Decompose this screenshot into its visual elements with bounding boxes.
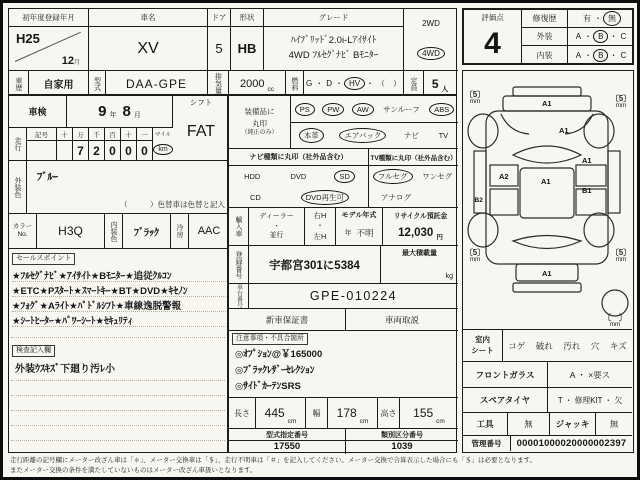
interior-a: A [575, 50, 582, 60]
int-color-label: 内装色 [105, 214, 123, 249]
damage-right-front: A1 [582, 156, 592, 165]
mileage-col: 万 [73, 128, 89, 141]
sep: ・ [273, 222, 280, 230]
type-designation-cell [229, 429, 346, 454]
mileage-digit: 0 [121, 141, 137, 161]
nav-dvd-play: DVD再生可 [301, 190, 349, 205]
repair-label: 修復歴 [522, 10, 568, 28]
nav-cd: CD [249, 193, 261, 202]
ext-color-value: ﾌﾞﾙｰ [37, 171, 58, 183]
recycle-cell [383, 208, 458, 246]
exterior-options [568, 28, 634, 46]
width-value: 178 cm [328, 398, 378, 429]
fuel-label: 燃料 [286, 71, 304, 96]
nav-sd: SD [334, 170, 354, 183]
capacity-label: 定員 [404, 71, 424, 96]
handle-left: 左H [313, 231, 327, 241]
glass-label: フロントガラス [463, 361, 548, 387]
displacement-value: 2000 cc [229, 71, 286, 96]
damage-hood: A1 [559, 126, 569, 135]
drive-2wd: 2WD [422, 18, 440, 28]
model-code-value: DAA-GPE [106, 71, 208, 96]
ruled-line [11, 440, 225, 441]
repair-yes: 有 [583, 14, 591, 23]
grade-cell [264, 27, 404, 71]
color-no-label-2: No. [17, 231, 28, 238]
ext-color-cell [27, 161, 229, 214]
model-year-label: モデル年式 [341, 212, 377, 219]
color-no-label-1: カラー [12, 222, 33, 230]
ac-value: AAC [189, 214, 229, 249]
glass-value: A ・ ×要ス [548, 361, 632, 387]
type-designation-no: 17550 [273, 441, 301, 452]
recycle-label: リサイクル預託金 [393, 212, 448, 220]
tv-oneseg: ワンセグ [422, 172, 453, 181]
height-label: 高さ [378, 398, 400, 429]
equip-sunroof: サンルーフ [383, 104, 420, 114]
import-parallel: 並行 [269, 232, 284, 240]
fuel-sep: ・ [366, 79, 374, 88]
door-cell: 5 [208, 27, 231, 71]
equipment-row2 [291, 123, 458, 149]
mileage-col: 百 [105, 128, 121, 141]
seat-option: 穴 [590, 340, 600, 351]
interior-label: 内装 [522, 46, 568, 64]
exterior-b: B [593, 30, 608, 43]
damage-left-front-door: A2 [499, 172, 509, 181]
color-no-label [9, 214, 37, 249]
left-column [8, 95, 228, 453]
interior-c: C [620, 50, 627, 60]
damage-rear-bumper: A1 [542, 269, 552, 278]
km-label: km [153, 144, 172, 155]
tread-front-left: 〔5〕 mm [464, 90, 486, 106]
sales-line: ★ｼｰﾄﾋｰﾀｰ★ﾊﾟﾜｰｼｰﾄ★ｾｷｭﾘﾃｨ [12, 313, 226, 327]
mileage-digit [57, 141, 73, 161]
height-value: 155 cm [400, 398, 458, 429]
handle-right: 右H [313, 211, 327, 221]
equip-ps: PS [295, 103, 315, 116]
import-dealer-cell [249, 208, 305, 246]
drive-type-cell [404, 9, 458, 71]
seat-label [463, 329, 503, 361]
meter-notes [10, 456, 634, 476]
shaken-month: 8 [122, 103, 131, 120]
equip-aw: AW [352, 103, 374, 116]
evaluation-box [462, 8, 634, 65]
history-label: 車歴 [9, 71, 29, 96]
meter-note-line1: 走行距離の記号欄にメーター改ざん車は「＊」、メーター交換車は「＄」、走行不明車は「＃」を記入してください。メーター交換で合算表示した場合にも「＄」は必要となります。 [10, 457, 536, 464]
first-reg-year: H25 [16, 31, 40, 46]
model-year-value: 年 不明 [344, 228, 374, 238]
reg-no-label: 登録番号 [229, 246, 249, 284]
sep: ・ [594, 14, 602, 23]
equip-navi: ナビ [403, 131, 419, 140]
sales-line: ★ETC★Pｽﾀｰﾄ★ｽﾏｰﾄｷｰ★BT★DVD★ｷｾﾉﾝ [12, 283, 226, 297]
month-suffix: 月 [133, 111, 141, 119]
width-label: 幅 [306, 398, 328, 429]
capacity-value: 5 人 [431, 76, 449, 93]
year-suffix: 年 [109, 111, 117, 119]
class-no: 1039 [391, 441, 413, 452]
fuel-options [304, 71, 404, 96]
mileage-label: 走行 [9, 128, 27, 161]
type-designation-label: 型式指定番号 [229, 429, 345, 441]
mileage-unit-cell [153, 128, 173, 161]
tool-value: 無 [508, 412, 550, 435]
grade-line2: 4WD ﾌﾙｾｸﾞﾅﾋﾞ Bﾓﾆﾀｰ [288, 49, 379, 61]
mileage-digit: 7 [73, 141, 89, 161]
score-cell [464, 10, 522, 64]
shaken-value [67, 96, 173, 128]
spare-tire-label: スペアタイヤ [463, 387, 548, 412]
mileage-digit: 0 [137, 141, 153, 161]
equipment-row1 [291, 96, 458, 123]
right-panel [462, 70, 634, 453]
inspector-note: 外装ｳｽｷｽﾞ下廻り汚ﾚ小 [15, 364, 115, 375]
equip-leather: 本革 [299, 128, 324, 143]
nav-type-header: ナビ種類に丸印（社外品含む） [229, 149, 369, 166]
class-cell [346, 429, 458, 454]
shift-value: FAT [186, 123, 216, 140]
note-line: ◎ｻｲﾄﾞｶｰﾃﾝSRS [235, 381, 301, 392]
mile-label: マイル [154, 132, 172, 138]
seat-option: キズ [609, 340, 627, 351]
fuel-option-d: D [326, 79, 333, 88]
mgmt-no-value: 00001000020000002397 [511, 435, 632, 451]
note-line: ◎ｵﾌﾟｼｮﾝ@￥165000 [235, 349, 323, 360]
tv-fullseg: フルセグ [373, 169, 413, 184]
score-value: 4 [484, 27, 501, 60]
first-reg-month: 12月 [61, 55, 80, 67]
ac-label: 冷房 [171, 214, 189, 249]
top-table [8, 8, 457, 95]
mileage-digit [27, 141, 57, 161]
chassis-label: 車台番号 [229, 284, 249, 309]
ruled-line [11, 425, 225, 426]
history-value: 自家用 [29, 71, 89, 96]
interior-b: B [593, 49, 608, 62]
recycle-value: 12,030 円 [398, 226, 443, 241]
sep: ・ [609, 50, 618, 60]
handle-cell [305, 208, 336, 246]
shift-label: シフト [189, 98, 213, 107]
inspector-notes-header: 検査記入欄 [12, 345, 55, 357]
mileage-col: 十 [57, 128, 73, 141]
model-year-cell [336, 208, 383, 246]
grade-line1: ﾊｲﾌﾞﾘｯﾄﾞ2.0i-Lｱｲｻｲﾄ [290, 35, 377, 47]
int-color-value: ﾌﾞﾗｯｸ [123, 214, 171, 249]
nav-dvd: DVD [290, 172, 307, 181]
mileage-col: 一 [137, 128, 153, 141]
equip-tv: TV [438, 131, 449, 140]
jack-label: ジャッキ [550, 412, 596, 435]
exterior-c: C [620, 32, 627, 41]
nav-options [229, 166, 369, 208]
first-registration-header: 初年度登録年月 [9, 9, 89, 27]
equip-label-2: 丸印 [252, 118, 267, 128]
ruled-line [11, 337, 225, 338]
drive-4wd: 4WD [417, 47, 445, 60]
nav-hdd: HDD [244, 172, 261, 181]
manual-cell: 車両取説 [346, 309, 458, 331]
tread-front-right: 〔5〕 mm [610, 94, 632, 110]
sep: ・ [316, 221, 324, 231]
displacement-label: 排気量 [208, 71, 229, 96]
fuel-sep: ・ [335, 79, 344, 88]
door-header: ドア [208, 9, 231, 27]
equip-abs: ABS [429, 103, 454, 116]
model-code-label: 型式 [89, 71, 106, 96]
max-load-unit: kg [445, 273, 453, 280]
seat-label-2: シート [471, 345, 494, 355]
exterior-a: A [575, 32, 582, 41]
sep: ・ [584, 50, 593, 60]
mileage-col: 千 [89, 128, 105, 141]
mileage-col: 十 [121, 128, 137, 141]
repair-options [568, 10, 634, 28]
meter-note-line2: またメーター交換の条件を満たしていないものはメーター改ざん車扱いとなります。 [10, 467, 257, 474]
ruled-line [11, 410, 225, 411]
sales-points-header: セールスポイント [12, 253, 75, 265]
ruled-line [11, 395, 225, 396]
interior-options [568, 46, 634, 64]
chassis-value: GPE-010224 [249, 284, 458, 309]
fuel-option-hv: HV [344, 77, 365, 90]
exterior-label: 外装 [522, 28, 568, 46]
equipment-label [229, 96, 291, 149]
jack-value: 無 [596, 412, 632, 435]
sales-line: ★ﾌｫｸﾞ★Aﾗｲﾄ★ﾊﾟﾄﾞﾙｼﾌﾄ★車線逸脱警報 [12, 298, 226, 312]
warranty-cell: 新車保証書 [229, 309, 346, 331]
notes-area [229, 331, 458, 398]
shaken-label: 車検 [9, 96, 67, 128]
class-label: 類別区分番号 [346, 429, 458, 441]
equip-airbag: エアバック [339, 128, 386, 143]
middle-column [228, 95, 457, 453]
length-label: 長さ [229, 398, 256, 429]
shaken-year: 9 [98, 103, 107, 120]
seat-options [503, 329, 632, 361]
seat-option: コゲ [508, 340, 526, 351]
mgmt-no-label: 管理番号 [463, 435, 511, 451]
tread-rear-left: 〔5〕 mm [464, 248, 486, 264]
equip-label-3: （純正のみ） [241, 129, 278, 136]
mileage-digit: 2 [89, 141, 105, 161]
max-load-cell [381, 246, 458, 284]
spare-tread: 〔 〕 mm [603, 313, 627, 329]
seat-label-1: 室内 [475, 335, 490, 344]
fuel-option-g: G [306, 79, 313, 88]
seat-option: 汚れ [563, 340, 581, 351]
first-registration-cell [9, 27, 89, 71]
shift-cell [173, 96, 229, 161]
seat-option: 破れ [535, 340, 553, 351]
grade-header: グレード [264, 9, 404, 27]
color-change-note: （ ）色替車は色替と記入 [120, 200, 225, 209]
repair-no: 無 [603, 11, 621, 26]
car-name-cell: XV [89, 27, 208, 71]
reg-no-value: 宇都宮301に5384 [249, 246, 381, 284]
ruled-line [11, 380, 225, 381]
equip-label-1: 装備品に [244, 107, 275, 117]
damage-right-rear-door: B1 [582, 186, 592, 195]
mileage-digit: 0 [105, 141, 121, 161]
length-value: 445 cm [256, 398, 306, 429]
fuel-option-other: （ ） [377, 79, 401, 88]
mileage-col-symbol: 記号 [27, 128, 57, 141]
damage-left-rocker: B2 [474, 197, 483, 204]
car-name-header: 車名 [89, 9, 208, 27]
spare-tire-value: T ・ 修理KIT ・ 欠 [548, 387, 632, 412]
equip-pw: PW [322, 103, 344, 116]
shape-header: 形状 [231, 9, 264, 27]
ext-color-label: 外装色 [9, 161, 27, 214]
tv-analog: アナログ [381, 193, 411, 202]
tool-label: 工具 [463, 412, 508, 435]
max-load-label: 最大積載量 [402, 249, 437, 257]
score-label: 評価点 [481, 13, 504, 22]
fuel-sep: ・ [315, 79, 324, 88]
import-dealer: ディーラー [259, 213, 294, 221]
damage-cabin-center: A1 [541, 177, 551, 186]
note-line: ◎ﾌﾞﾗｯｸﾚｻﾞｰｾﾚｸｼｮﾝ [235, 365, 315, 376]
sep: ・ [584, 32, 593, 41]
color-no-value: H3Q [37, 214, 105, 249]
damage-front-bumper: A1 [542, 99, 552, 108]
sales-line: ★ﾌﾙｾｸﾞﾅﾋﾞ★ｱｲｻｲﾄ★Bﾓﾆﾀｰ★追従ｸﾙｺﾝ [12, 268, 226, 282]
shape-cell: HB [231, 27, 264, 71]
tread-rear-right: 〔5〕 mm [610, 248, 632, 264]
tv-type-header: TV種類に丸印（社外品含む） [369, 149, 458, 166]
import-label: 輸入車 [229, 208, 249, 246]
sep: ・ [609, 32, 618, 41]
notes-header: 注意事項・不具合箇所 [232, 333, 308, 345]
tv-options [369, 166, 458, 208]
